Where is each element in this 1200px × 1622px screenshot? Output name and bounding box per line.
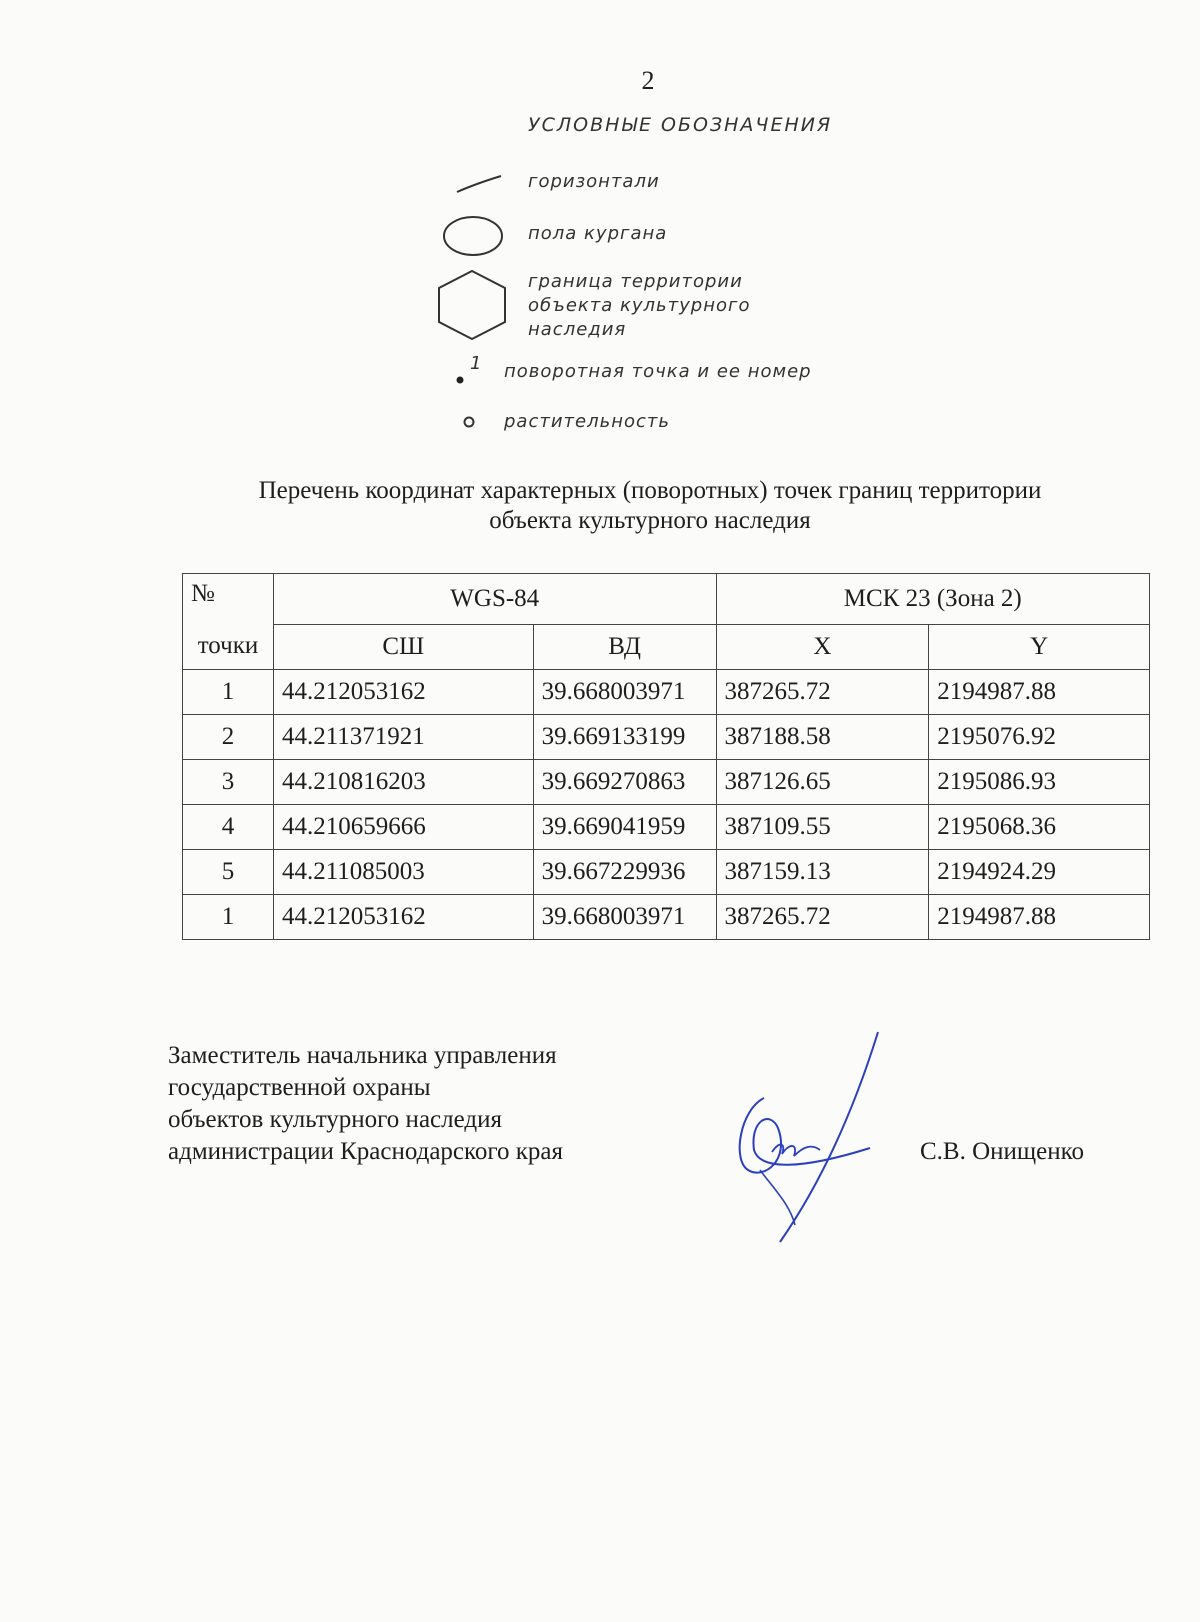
cell-lon: 39.667229936: [533, 849, 716, 894]
cell-x: 387109.55: [716, 804, 929, 849]
header-lon: ВД: [533, 624, 716, 669]
header-tochki: точки: [183, 624, 274, 669]
cell-y: 2194924.29: [929, 849, 1150, 894]
cell-lat: 44.210816203: [273, 759, 533, 804]
table-row: [183, 669, 1150, 714]
cell-lat: 44.212053162: [273, 669, 533, 714]
cell-x: 387126.65: [716, 759, 929, 804]
header-lat: СШ: [273, 624, 533, 669]
signatory-name: С.В. Онищенко: [920, 1138, 1085, 1165]
cell-y: 2195068.36: [929, 804, 1150, 849]
cell-lon: 39.669041959: [533, 804, 716, 849]
page-number: 2: [641, 66, 655, 95]
table-row: [183, 714, 1150, 759]
cell-lat: 44.210659666: [273, 804, 533, 849]
coordinates-table: [182, 573, 1150, 940]
signatory-title-line: объектов культурного наследия: [168, 1106, 502, 1133]
cell-point-no: 1: [183, 669, 274, 714]
cell-lon: 39.668003971: [533, 669, 716, 714]
header-x: X: [716, 624, 929, 669]
header-msk23: МСК 23 (Зона 2): [716, 574, 1149, 625]
cell-lat: 44.211371921: [273, 714, 533, 759]
table-row: [183, 759, 1150, 804]
caption-line: Перечень координат характерных (поворотных) точек границ территории: [258, 477, 1042, 504]
table-row: [183, 804, 1150, 849]
signatory-title-line: государственной охраны: [168, 1074, 431, 1101]
legend-label-boundary-line: наследия: [528, 319, 627, 340]
header-y: Y: [929, 624, 1150, 669]
cell-point-no: 2: [183, 714, 274, 759]
cell-y: 2194987.88: [929, 669, 1150, 714]
handwritten-signature: [720, 1020, 900, 1250]
signatory-title-line: администрации Краснодарского края: [168, 1138, 564, 1165]
legend-point-number: 1: [470, 353, 483, 374]
cell-lon: 39.669270863: [533, 759, 716, 804]
cell-point-no: 4: [183, 804, 274, 849]
cell-lat: 44.211085003: [273, 849, 533, 894]
cell-point-no: 5: [183, 849, 274, 894]
cell-lon: 39.669133199: [533, 714, 716, 759]
cell-x: 387159.13: [716, 849, 929, 894]
cell-x: 387265.72: [716, 894, 929, 939]
table-header-row: [183, 574, 1150, 625]
cell-x: 387265.72: [716, 669, 929, 714]
cell-lon: 39.668003971: [533, 894, 716, 939]
hexagon-icon: [436, 268, 508, 342]
header-no: №: [183, 574, 274, 625]
cell-lat: 44.212053162: [273, 894, 533, 939]
caption-line: объекта культурного наследия: [489, 507, 811, 534]
legend-label-contours: горизонтали: [528, 171, 660, 192]
ellipse-icon: [441, 214, 505, 258]
cell-y: 2195086.93: [929, 759, 1150, 804]
legend-label-mound: пола кургана: [528, 223, 668, 244]
legend-label-point: поворотная точка и ее номер: [504, 361, 812, 382]
contour-line-icon: [455, 172, 505, 196]
legend-label-boundary: [528, 270, 750, 342]
table-row: [183, 894, 1150, 939]
cell-point-no: 1: [183, 894, 274, 939]
cell-x: 387188.58: [716, 714, 929, 759]
table-subheader-row: [183, 624, 1150, 669]
point-icon: [452, 372, 468, 388]
legend-label-boundary-line: граница территории: [528, 271, 743, 292]
table-caption: [180, 476, 1120, 536]
circle-icon: [461, 414, 477, 430]
cell-point-no: 3: [183, 759, 274, 804]
signatory-title: [168, 1040, 563, 1168]
cell-y: 2194987.88: [929, 894, 1150, 939]
legend-title: УСЛОВНЫЕ ОБОЗНАЧЕНИЯ: [528, 114, 833, 136]
signatory-title-line: Заместитель начальника управления: [168, 1042, 557, 1069]
cell-y: 2195076.92: [929, 714, 1150, 759]
legend-label-boundary-line: объекта культурного: [528, 295, 751, 316]
header-wgs84: WGS-84: [273, 574, 716, 625]
table-row: [183, 849, 1150, 894]
legend-label-vegetation: растительность: [504, 411, 670, 432]
